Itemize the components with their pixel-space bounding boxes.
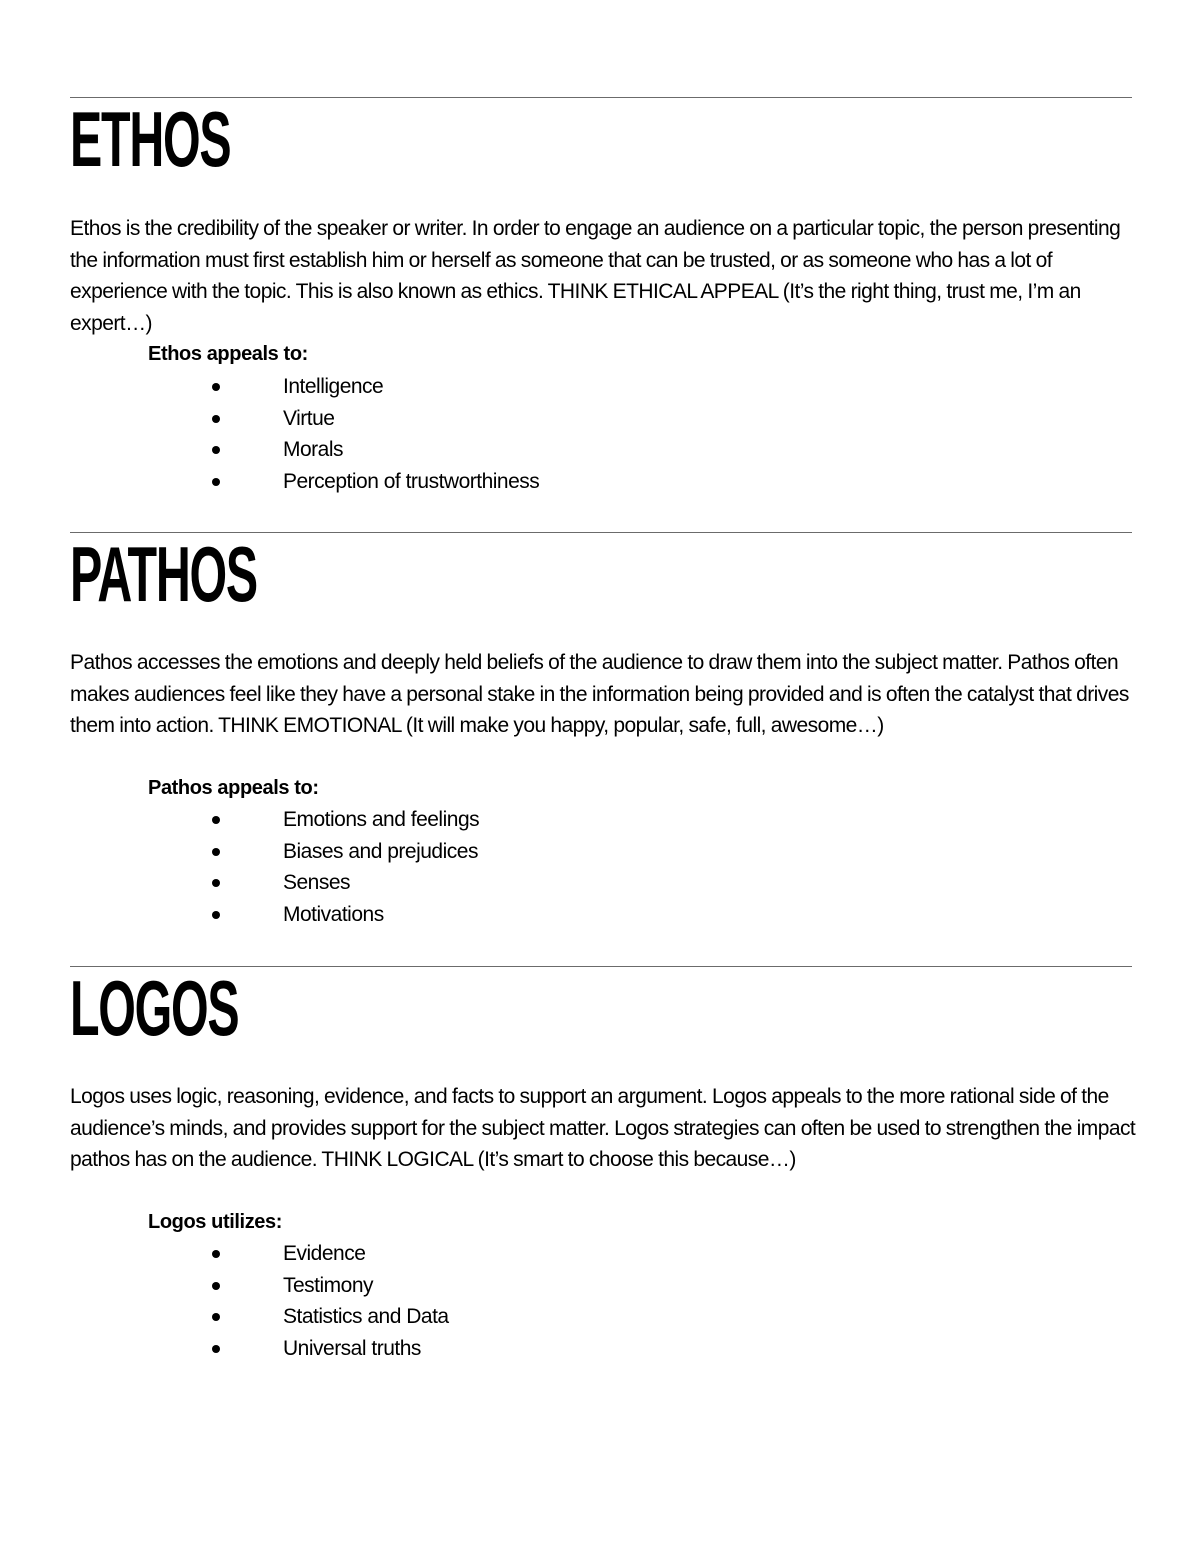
section-pathos (70, 530, 1132, 926)
bullet-icon (212, 446, 220, 454)
bullet-icon (212, 415, 220, 423)
list-item (70, 1270, 449, 1302)
bullet-icon (212, 911, 220, 919)
list-item-label: Senses (283, 871, 351, 894)
list-item (70, 867, 479, 899)
appeals-list (70, 804, 479, 930)
list-item-label: Virtue (283, 406, 335, 430)
list-item-label: Statistics and Data (283, 1305, 449, 1328)
list-item (70, 1238, 449, 1270)
list-item (70, 804, 479, 836)
appeals-list (70, 371, 539, 497)
list-item (70, 403, 539, 435)
list-item-label: Motivations (283, 902, 384, 926)
section-paragraph: Logos uses logic, reasoning, evidence, and facts to support an argument. Logos appeals to the more rational side of the audience’s minds, and provides support for the subject matter. Logos strategies can often be used to strengthen the impact pathos has on the audience. THINK LOGICAL (It’s smart to choose this because…) (70, 1085, 1136, 1171)
bullet-icon (212, 1313, 220, 1321)
bullet-icon (212, 1345, 220, 1353)
appeals-subheading: Ethos appeals to: (148, 343, 308, 365)
section-heading: ETHOS (70, 95, 231, 183)
appeals-subheading: Logos utilizes: (148, 1211, 283, 1233)
section-heading: LOGOS (70, 964, 239, 1052)
bullet-icon (212, 478, 220, 486)
list-item (70, 836, 479, 868)
section-heading: PATHOS (70, 530, 257, 618)
list-item-label: Intelligence (283, 375, 384, 398)
bullet-icon (212, 1282, 220, 1290)
bullet-icon (212, 383, 220, 391)
list-item-label: Testimony (283, 1273, 374, 1297)
list-item-label: Morals (283, 438, 344, 461)
bullet-icon (212, 848, 220, 856)
list-item (70, 1301, 449, 1333)
list-item (70, 899, 479, 931)
bullet-icon (212, 879, 220, 887)
bullet-icon (212, 816, 220, 824)
list-item-label: Perception of trustworthiness (283, 469, 540, 493)
list-item (70, 466, 539, 498)
list-item (70, 434, 539, 466)
section-ethos (70, 95, 1132, 493)
list-item-label: Emotions and feelings (283, 808, 480, 831)
section-paragraph: Ethos is the credibility of the speaker or writer. In order to engage an audience on a particular topic, the person presenting the information must first establish him or herself as someone that can be trusted, or as someone who has a lot of experience with the topic. This is also known as ethics. THINK ETHICAL APPEAL (It’s the right thing, trust me, I’m an expert…) (70, 217, 1121, 335)
list-item-label: Evidence (283, 1242, 366, 1265)
list-item-label: Universal truths (283, 1336, 421, 1360)
list-item (70, 371, 539, 403)
list-item (70, 1333, 449, 1365)
bullet-icon (212, 1250, 220, 1258)
appeals-list (70, 1238, 449, 1364)
list-item-label: Biases and prejudices (283, 839, 478, 863)
appeals-subheading: Pathos appeals to: (148, 777, 319, 799)
section-paragraph: Pathos accesses the emotions and deeply held beliefs of the audience to draw them into the subject matter. Pathos often makes audiences feel like they have a personal stake in the information being provided and is often the catalyst that drives them into action. THINK EMOTIONAL (It will make you happy, popular, safe, full, awesome…) (70, 651, 1129, 737)
section-logos (70, 964, 1136, 1360)
